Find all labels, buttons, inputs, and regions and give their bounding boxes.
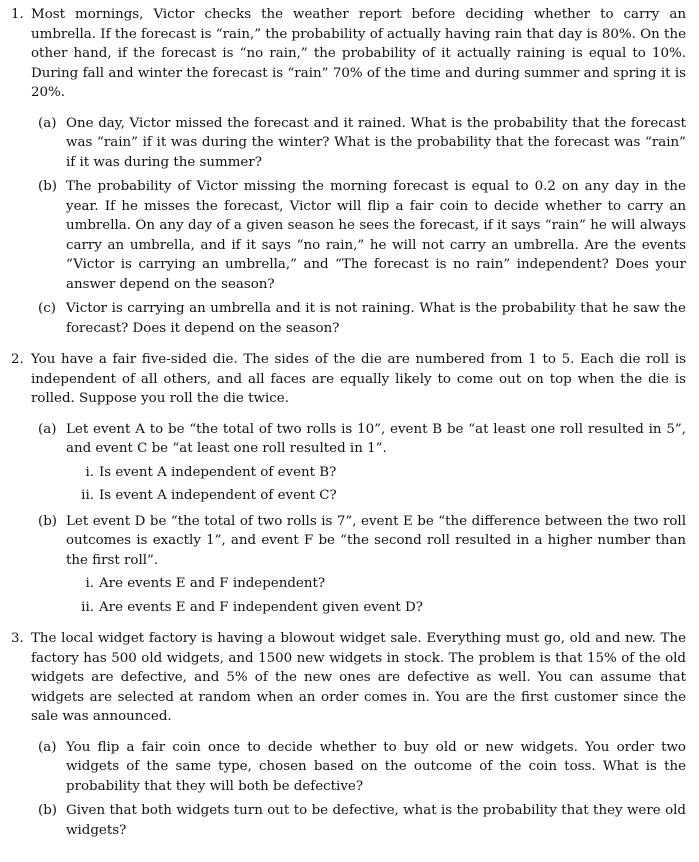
subparts — [66, 574, 686, 617]
problem-statement: Most mornings, Victor checks the weather report before deciding whether to carry an umbrella. If the forecast is “rain,” the probability of actually having rain that day is 80%. On the other hand, if the forecast is “no rain,” the probability of it actually raining is equal to 10%. During fall and winter the forecast is “rain” 70% of the time and during summer and spring it is 20%. — [31, 7, 686, 100]
problem-parts — [31, 738, 686, 841]
part-text: Victor is carrying an umbrella and it is not raining. What is the probability that he saw the forecast? Does it depend on the season? — [66, 301, 686, 336]
part-label: (a) — [38, 421, 57, 437]
part-label: (b) — [38, 179, 58, 194]
subparts — [66, 463, 686, 506]
part-a — [31, 114, 686, 173]
subpart-text: Is event A independent of event C? — [99, 488, 337, 503]
subpart-label: ii. — [81, 488, 94, 503]
problem-number: 2. — [11, 352, 24, 367]
subpart-ii — [66, 486, 686, 506]
problem-1 — [0, 5, 699, 338]
part-text: Let event A to be “the total of two rolls is 10”, event B be “at least one roll resulted in 5”, and event C be “at least one roll resulted in 1”. — [66, 421, 686, 456]
part-b — [31, 177, 686, 294]
part-label: (c) — [38, 301, 56, 316]
part-text: Given that both widgets turn out to be defective, what is the probability that they were old widgets? — [66, 803, 686, 838]
part-text: Let event D be “the total of two rolls is 7”, event E be “the difference between the two roll outcomes is exactly 1”, and event F be “the second roll resulted in a higher number than the first roll”. — [66, 513, 686, 568]
problem-3 — [0, 629, 699, 840]
subpart-text: Are events E and F independent given event D? — [99, 599, 423, 615]
problem-2 — [0, 350, 699, 617]
subpart-label: ii. — [81, 599, 94, 615]
problem-parts — [31, 114, 686, 339]
part-label: (b) — [38, 513, 58, 529]
problem-statement: The local widget factory is having a blowout widget sale. Everything must go, old and new. The factory has 500 old widgets, and 1500 new widgets in stock. The problem is that 15% of the old widgets are defective, and 5% of the new ones are defective as well. You can assume that widgets are selected at random when an order comes in. You are the first customer since the sale was announced. — [31, 631, 686, 724]
part-text: The probability of Victor missing the morning forecast is equal to 0.2 on any day in the year. If he misses the forecast, Victor will flip a fair coin to decide whether to carry an umbrella. On any day of a given season he sees the forecast, if it says “rain” he will always carry an umbrella, and if it says “no rain,” he will not carry an umbrella. Are the events “Victor is carrying an umbrella,” and “The forecast is no rain” independent? Does your answer depend on the season? — [66, 179, 686, 292]
subpart-i — [66, 574, 686, 594]
subpart-i — [66, 463, 686, 483]
subpart-text: Are events E and F independent? — [99, 576, 326, 591]
part-label: (a) — [38, 115, 57, 131]
part-b — [31, 512, 686, 618]
part-c — [31, 299, 686, 338]
problem-number: 3. — [11, 631, 24, 646]
part-label: (b) — [38, 803, 58, 818]
part-a — [31, 738, 686, 797]
subpart-ii — [66, 598, 686, 618]
problem-statement: You have a fair five-sided die. The sides of the die are numbered from 1 to 5. Each die roll is independent of all others, and all faces are equally likely to come out on top when the die is rolled. Suppose you roll the die twice. — [31, 352, 686, 406]
part-text: You flip a fair coin once to decide whether to buy old or new widgets. You order two widgets of the same type, chosen based on the outcome of the coin toss. What is the probability that they will both be defective? — [66, 739, 686, 794]
problem-parts — [31, 420, 686, 618]
subpart-label: i. — [85, 464, 94, 480]
subpart-text: Is event A independent of event B? — [99, 464, 337, 480]
part-b — [31, 801, 686, 840]
part-a — [31, 420, 686, 506]
problem-number: 1. — [11, 7, 24, 22]
problem-sheet — [0, 5, 699, 852]
part-label: (a) — [38, 739, 57, 755]
subpart-label: i. — [85, 576, 94, 591]
part-text: One day, Victor missed the forecast and it rained. What is the probability that the forecast was “rain” if it was during the winter? What is the probability that the forecast was “rain” if it was during the summer? — [66, 115, 686, 170]
